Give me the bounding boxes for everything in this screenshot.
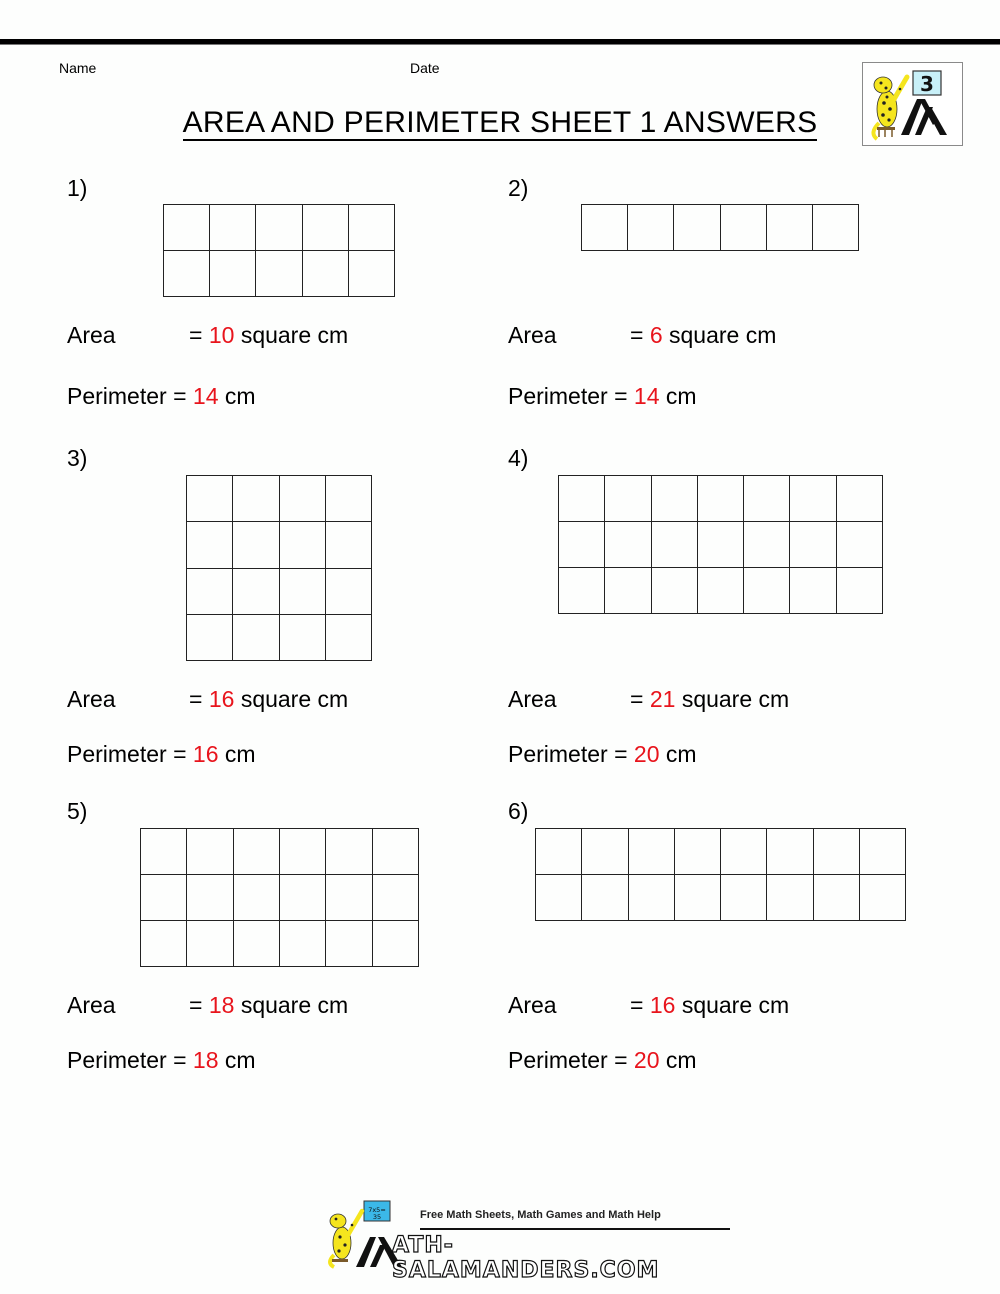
grid-cell — [559, 568, 605, 614]
grid-cell — [698, 476, 744, 522]
grid-cell — [860, 875, 906, 921]
grid-cell — [536, 875, 582, 921]
problem-4-grid — [558, 475, 883, 614]
problem-5-perimeter: Perimeter = 18 cm — [67, 1047, 256, 1073]
grid-cell — [814, 875, 860, 921]
grid-cell — [326, 921, 372, 967]
footer-divider — [420, 1228, 730, 1230]
grid-cell — [234, 829, 280, 875]
grid-cell — [280, 921, 326, 967]
grid-cell — [629, 829, 675, 875]
footer-salamander-icon — [322, 1197, 402, 1269]
grid-cell — [744, 522, 790, 568]
problem-3-perimeter-answer: 16 — [192, 741, 219, 767]
grid-cell — [373, 829, 419, 875]
grid-cell — [233, 615, 279, 661]
problem-2-perimeter: Perimeter = 14 cm — [508, 383, 697, 409]
problem-4-area-answer: 21 — [649, 686, 676, 712]
grid-cell — [767, 875, 813, 921]
footer-site-name: ATH-SALAMANDERS.COM — [392, 1233, 660, 1283]
problem-1-perimeter: Perimeter = 14 cm — [67, 383, 256, 409]
grid-cell — [813, 205, 859, 251]
grid-cell — [744, 476, 790, 522]
problem-6-area: Area = 16 square cm — [508, 992, 790, 1018]
problem-4-perimeter-answer: 20 — [633, 741, 660, 767]
grid-cell — [629, 875, 675, 921]
problem-5-area: Area = 18 square cm — [67, 992, 349, 1018]
grid-cell — [280, 569, 326, 615]
problem-5-perimeter-answer: 18 — [192, 1047, 219, 1073]
grid-cell — [860, 829, 906, 875]
grid-cell — [675, 875, 721, 921]
grid-cell — [721, 829, 767, 875]
grid-cell — [187, 522, 233, 568]
grid-cell — [210, 205, 256, 251]
problem-1-number: 1) — [67, 175, 88, 201]
grid-cell — [790, 568, 836, 614]
grid-cell — [233, 476, 279, 522]
grid-cell — [605, 568, 651, 614]
grid-cell — [582, 829, 628, 875]
grid-cell — [187, 875, 233, 921]
grid-cell — [280, 522, 326, 568]
grid-cell — [141, 829, 187, 875]
grid-cell — [582, 205, 628, 251]
grid-cell — [256, 251, 302, 297]
grid-cell — [187, 921, 233, 967]
problem-6-number: 6) — [508, 798, 529, 824]
grid-cell — [210, 251, 256, 297]
grid-cell — [233, 522, 279, 568]
grid-cell — [326, 569, 372, 615]
page-title-text: AREA AND PERIMETER SHEET 1 ANSWERS — [182, 106, 818, 139]
problem-3-number: 3) — [67, 445, 88, 471]
grid-cell — [141, 875, 187, 921]
grid-cell — [814, 829, 860, 875]
grid-cell — [164, 205, 210, 251]
grid-cell — [326, 615, 372, 661]
page-title — [0, 104, 1000, 142]
grid-cell — [790, 476, 836, 522]
problem-2-area: Area = 6 square cm — [508, 322, 777, 348]
grid-cell — [675, 829, 721, 875]
problem-2-number: 2) — [508, 175, 529, 201]
grid-cell — [280, 829, 326, 875]
grid-cell — [744, 568, 790, 614]
problem-3-area: Area = 16 square cm — [67, 686, 349, 712]
grid-cell — [326, 522, 372, 568]
problem-4-number: 4) — [508, 445, 529, 471]
grid-cell — [233, 569, 279, 615]
grid-cell — [303, 205, 349, 251]
salamander-logo-icon — [863, 63, 962, 145]
grid-cell — [767, 829, 813, 875]
grade-logo — [862, 62, 963, 146]
grid-cell — [652, 476, 698, 522]
footer-tagline: Free Math Sheets, Math Games and Math Help — [420, 1209, 661, 1221]
problem-3-perimeter: Perimeter = 16 cm — [67, 741, 256, 767]
grid-cell — [164, 251, 210, 297]
grid-cell — [187, 615, 233, 661]
grid-cell — [559, 522, 605, 568]
grid-cell — [767, 205, 813, 251]
grid-cell — [674, 205, 720, 251]
problem-1-grid — [163, 204, 395, 297]
grid-cell — [582, 875, 628, 921]
footer-logo — [322, 1197, 712, 1283]
grid-cell — [536, 829, 582, 875]
grid-cell — [837, 476, 883, 522]
problem-1-perimeter-answer: 14 — [192, 383, 219, 409]
grid-cell — [698, 568, 744, 614]
problem-1-area: Area = 10 square cm — [67, 322, 349, 348]
grid-cell — [234, 921, 280, 967]
grid-cell — [652, 568, 698, 614]
problem-3-area-answer: 16 — [208, 686, 235, 712]
grid-cell — [373, 875, 419, 921]
grid-cell — [187, 476, 233, 522]
grid-cell — [349, 251, 395, 297]
problem-1-area-answer: 10 — [208, 322, 235, 348]
footer-board-text: 7x5= — [368, 1206, 386, 1214]
grid-cell — [721, 205, 767, 251]
grid-cell — [187, 829, 233, 875]
top-rule — [0, 39, 1000, 45]
date-label: Date — [410, 60, 440, 76]
grid-cell — [837, 568, 883, 614]
problem-4-area: Area = 21 square cm — [508, 686, 790, 712]
grid-cell — [256, 205, 302, 251]
grade-badge: 3 — [920, 72, 934, 96]
grid-cell — [280, 476, 326, 522]
grid-cell — [280, 615, 326, 661]
grid-cell — [605, 522, 651, 568]
problem-2-perimeter-answer: 14 — [633, 383, 660, 409]
problem-2-grid — [581, 204, 859, 251]
problem-5-grid — [140, 828, 419, 967]
grid-cell — [234, 875, 280, 921]
grid-cell — [280, 875, 326, 921]
grid-cell — [721, 875, 767, 921]
grid-cell — [652, 522, 698, 568]
grid-cell — [628, 205, 674, 251]
grid-cell — [349, 205, 395, 251]
grid-cell — [187, 569, 233, 615]
svg-text:35: 35 — [372, 1213, 382, 1221]
problem-3-grid — [186, 475, 372, 661]
grid-cell — [373, 921, 419, 967]
problem-4-perimeter: Perimeter = 20 cm — [508, 741, 697, 767]
grid-cell — [559, 476, 605, 522]
grid-cell — [326, 875, 372, 921]
grid-cell — [790, 522, 836, 568]
problem-5-number: 5) — [67, 798, 88, 824]
grid-cell — [605, 476, 651, 522]
problem-2-area-answer: 6 — [649, 322, 663, 348]
problem-6-grid — [535, 828, 906, 921]
grid-cell — [837, 522, 883, 568]
grid-cell — [141, 921, 187, 967]
problem-6-area-answer: 16 — [649, 992, 676, 1018]
problem-6-perimeter-answer: 20 — [633, 1047, 660, 1073]
problem-6-perimeter: Perimeter = 20 cm — [508, 1047, 697, 1073]
problem-5-area-answer: 18 — [208, 992, 235, 1018]
grid-cell — [326, 829, 372, 875]
grid-cell — [698, 522, 744, 568]
name-label: Name — [59, 60, 97, 76]
grid-cell — [326, 476, 372, 522]
grid-cell — [303, 251, 349, 297]
